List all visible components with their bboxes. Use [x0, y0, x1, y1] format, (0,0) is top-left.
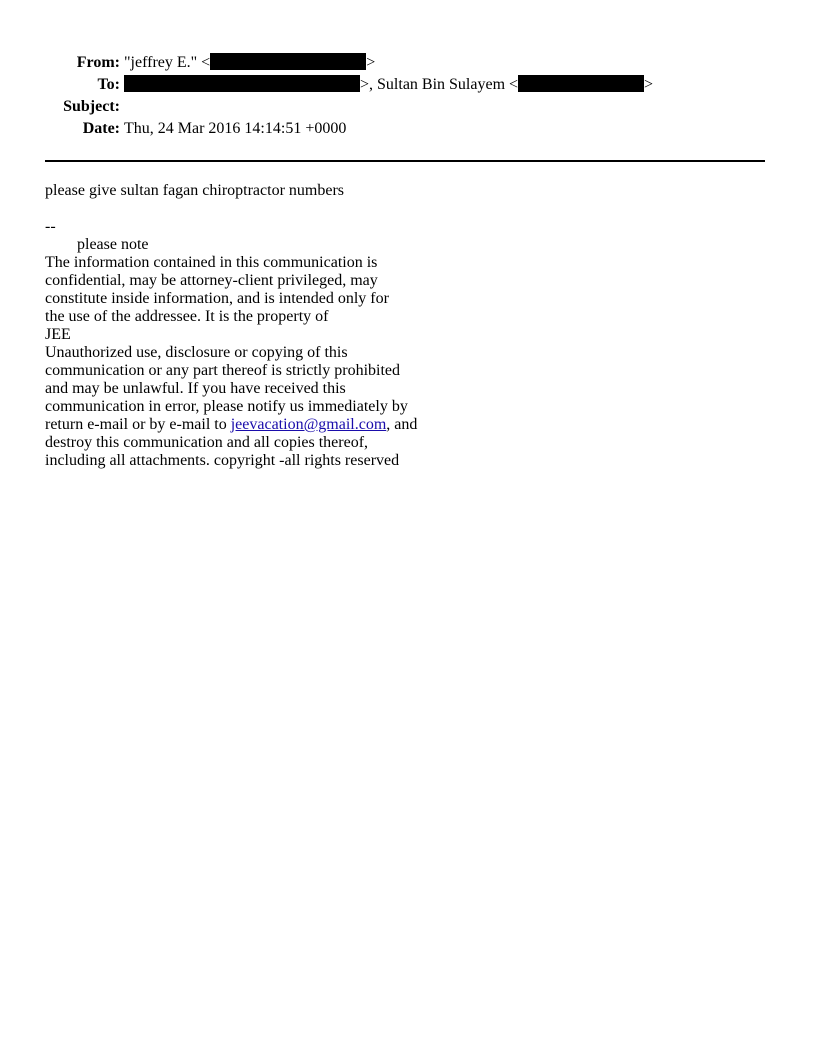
- subject-label: Subject:: [63, 98, 120, 115]
- disclaimer-line: confidential, may be attorney-client privileged, may: [45, 272, 378, 289]
- from-name: "jeffrey E." <: [124, 54, 211, 71]
- disclaimer-line: The information contained in this communication is: [45, 254, 378, 271]
- from-row: [0, 52, 816, 74]
- redacted-block: [124, 75, 360, 92]
- date-row: [0, 118, 816, 140]
- from-close: >: [366, 54, 376, 71]
- email-body: [45, 182, 745, 470]
- to-mid: >, Sultan Bin Sulayem <: [360, 76, 519, 93]
- signature-note: please note: [77, 236, 149, 253]
- to-label: To:: [97, 76, 120, 93]
- email-link[interactable]: jeevacation@gmail.com: [230, 416, 387, 433]
- disclaimer-line: Unauthorized use, disclosure or copying of this: [45, 344, 348, 361]
- disclaimer-line: including all attachments. copyright -all rights reserved: [45, 452, 400, 469]
- email-header: [0, 52, 816, 140]
- return-prefix: return e-mail or by e-mail to: [45, 416, 231, 433]
- disclaimer-line: JEE: [45, 326, 71, 343]
- message-text: please give sultan fagan chiroptractor numbers: [45, 182, 344, 199]
- to-row: [0, 74, 816, 96]
- disclaimer-line: constitute inside information, and is intended only for: [45, 290, 389, 307]
- date-label: Date:: [82, 120, 120, 137]
- date-value: Thu, 24 Mar 2016 14:14:51 +0000: [124, 120, 347, 137]
- subject-row: [0, 96, 816, 118]
- redacted-block: [210, 53, 366, 70]
- from-value: [124, 52, 375, 74]
- disclaimer-line: the use of the addressee. It is the property of: [45, 308, 329, 325]
- header-divider: [45, 160, 765, 162]
- to-value: [124, 74, 653, 96]
- disclaimer-line: communication or any part thereof is strictly prohibited: [45, 362, 401, 379]
- spacer: [45, 200, 745, 218]
- from-label: From:: [76, 54, 120, 71]
- redacted-block: [518, 75, 644, 92]
- to-close: >: [644, 76, 654, 93]
- signature-separator: --: [45, 218, 56, 235]
- disclaimer-line: and may be unlawful. If you have received this: [45, 380, 346, 397]
- disclaimer-return-line: [45, 416, 745, 434]
- disclaimer-line: communication in error, please notify us immediately by: [45, 398, 408, 415]
- return-suffix: , and: [386, 416, 418, 433]
- disclaimer-line: destroy this communication and all copies thereof,: [45, 434, 369, 451]
